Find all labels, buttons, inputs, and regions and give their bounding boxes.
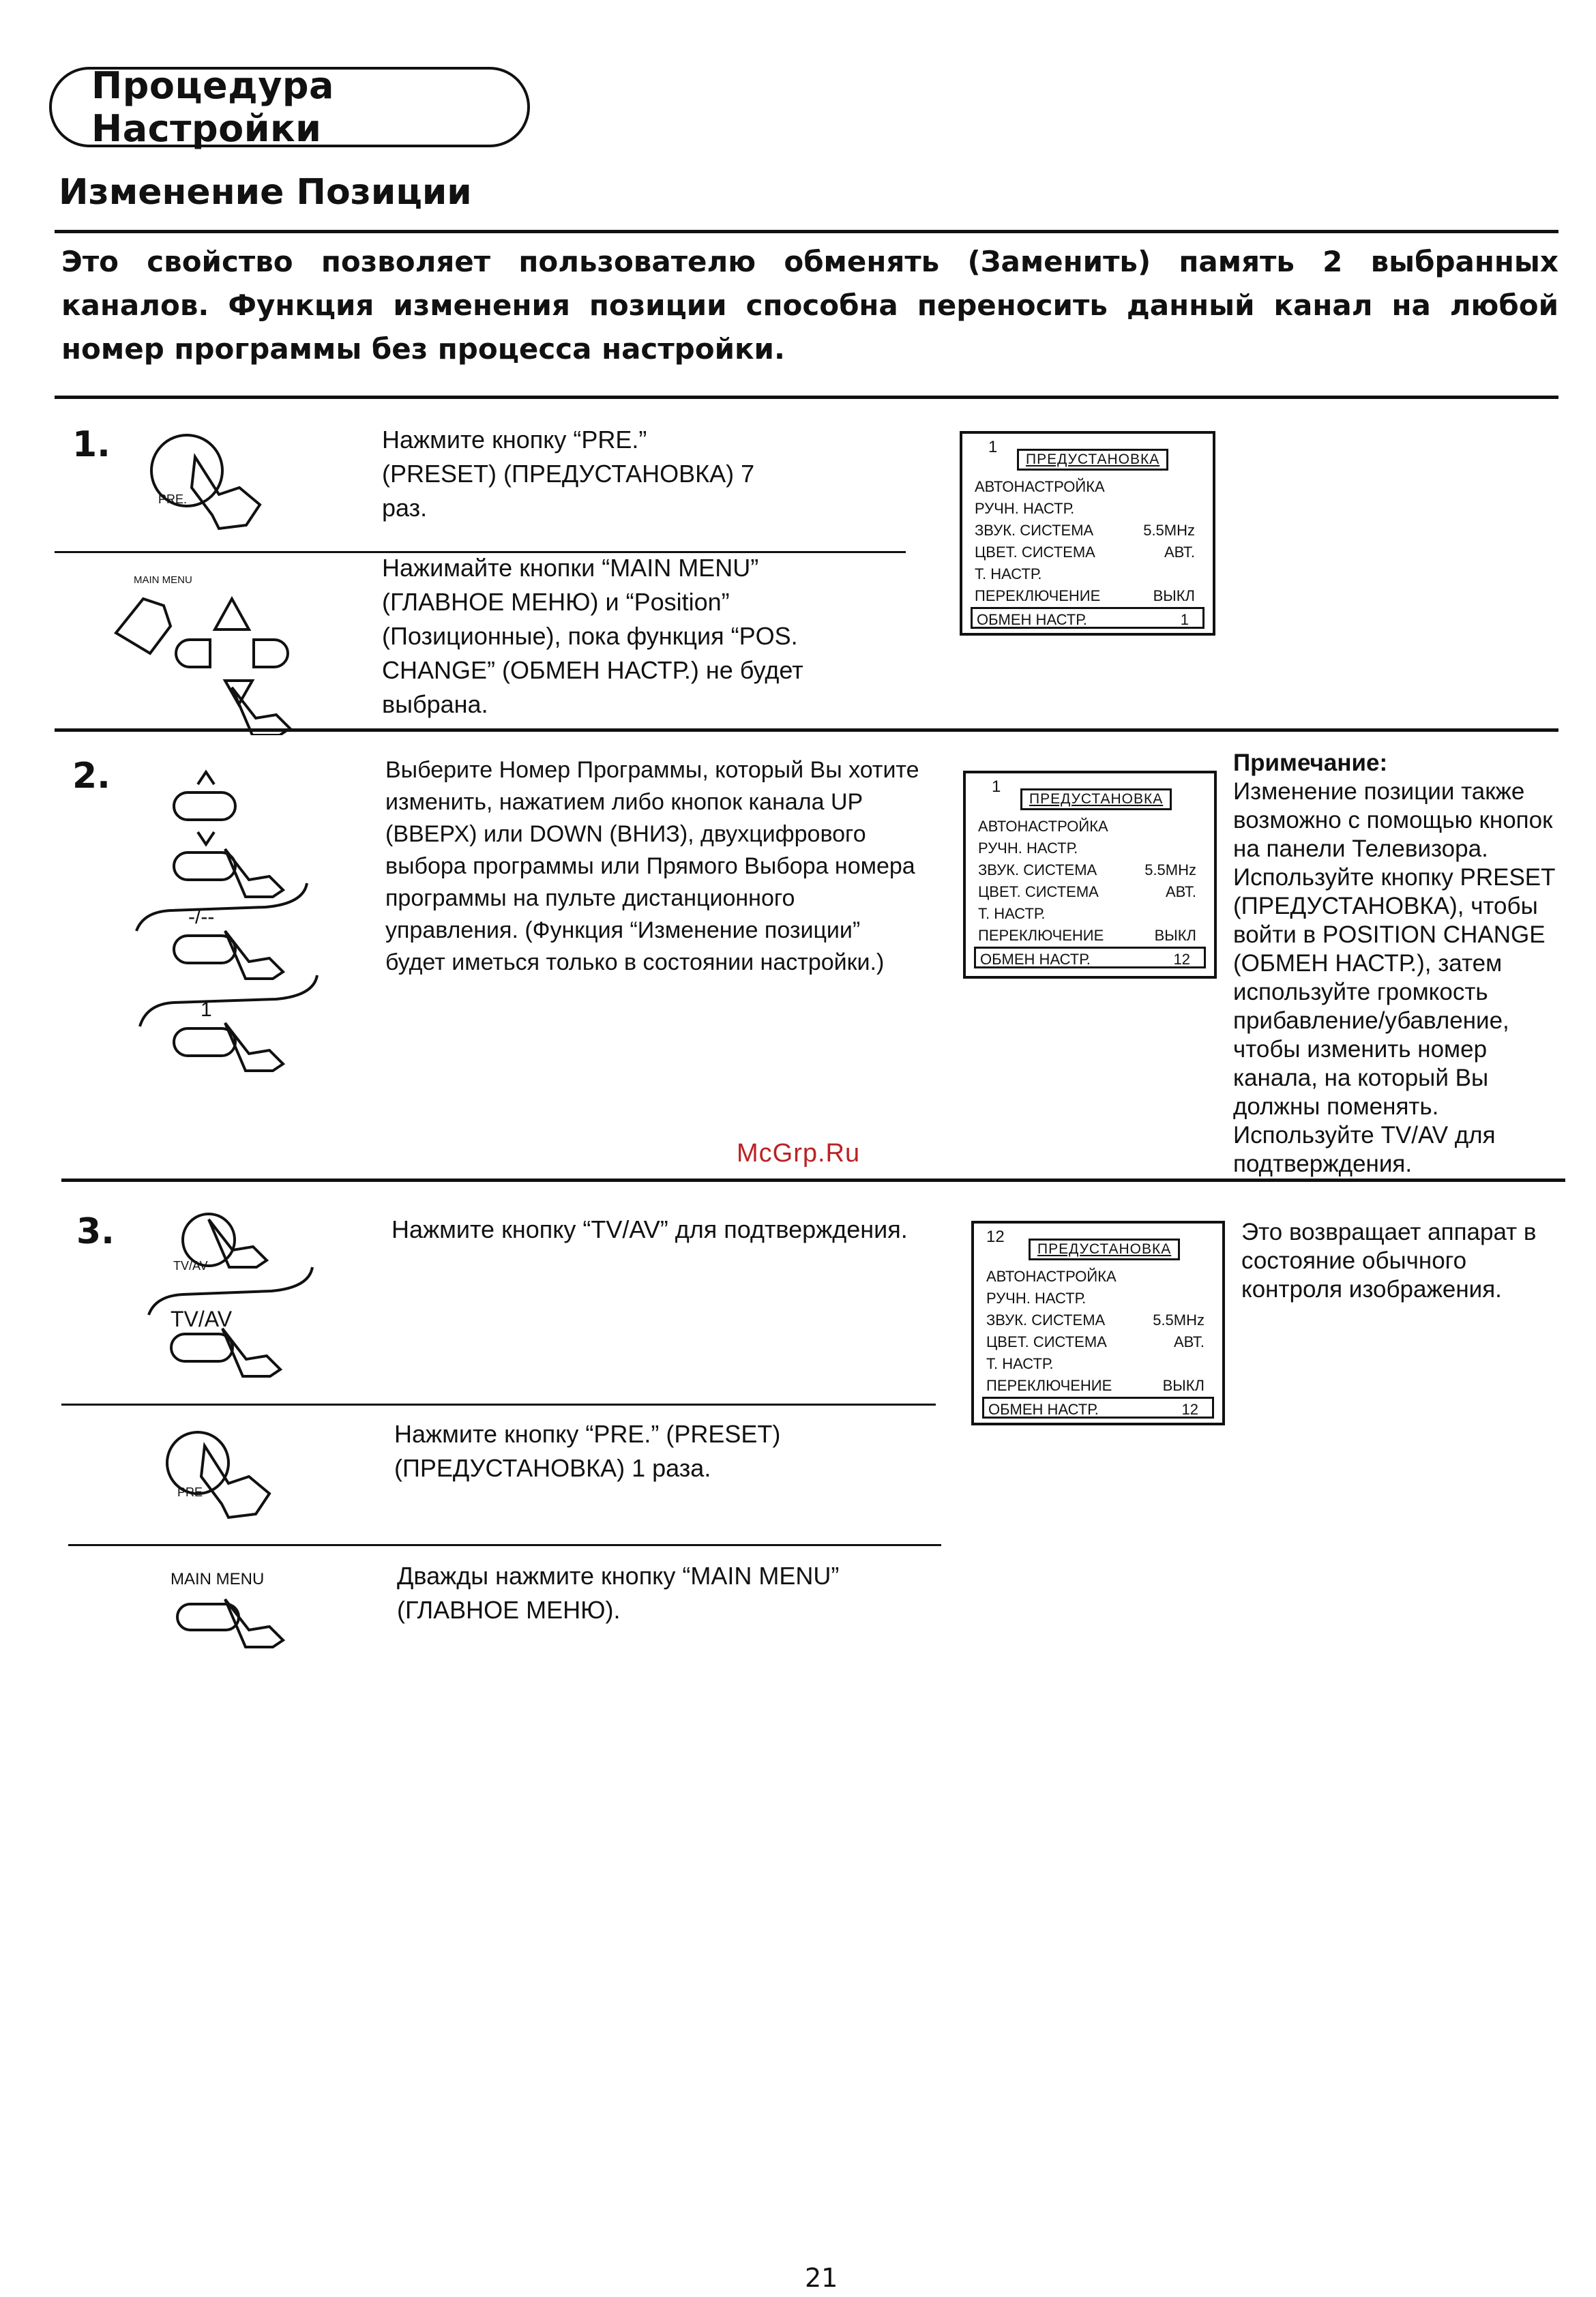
one-button-label: 1 (201, 998, 212, 1021)
osd-row: ПЕРЕКЛЮЧЕНИЕ ВЫКЛ (986, 1377, 1205, 1394)
step-3-inner-divider-2 (68, 1544, 941, 1546)
osd-row: Т. НАСТР. (978, 905, 1046, 922)
osd-row: РУЧН. НАСТР. (978, 840, 1078, 857)
step-2-text: Выберите Номер Программы, который Вы хотите изменить, нажатием либо кнопок канала UP (ВВЕРХ) или DOWN (ВНИЗ), двухцифрового выбора программы или Прямого Выбора номера программы на пульте дистанционного управления. (Функция “Изменение позиции” будет иметься только в состоянии настройки.) (385, 757, 919, 975)
step-3-number: 3. (76, 1211, 115, 1252)
watermark: McGrp.Ru (737, 1139, 861, 1168)
osd-header: ПРЕДУСТАНОВКА (1020, 788, 1172, 810)
osd-row: ЗВУК. СИСТЕМА 5.5MHz (978, 861, 1196, 878)
page-title: Процедура Настройки (49, 67, 530, 147)
step-1-number: 1. (72, 424, 110, 465)
main-menu-button-icon (164, 1562, 286, 1674)
intro-divider (55, 396, 1558, 399)
osd-row: АВТОНАСТРОЙКА (986, 1268, 1117, 1285)
intro-paragraph: Это свойство позволяет пользователю обменять (Заменить) память 2 выбранных каналов. Функция изменения позиции способна переносить данный канал на любой номер программы без процесса настройки. (61, 245, 1558, 366)
page-number: 21 (805, 2263, 838, 2293)
osd-row: ЦВЕТ. СИСТЕМА АВТ. (986, 1333, 1205, 1350)
note-text: Изменение позиции также возможно с помощью кнопок на панели Телевизора. Используйте кнопку PRESET (ПРЕДУСТАНОВКА), чтобы войти в POSITION CHANGE (ОБМЕН НАСТР.), затем используйте громкость прибавление/убавление, чтобы изменить номер канала, на который Вы должны поменять. Используйте TV/AV для подтверждения. (1233, 778, 1555, 1177)
osd-selected-row: ОБМЕН НАСТР. 12 (974, 947, 1206, 968)
dash-button-label: -/-- (188, 906, 215, 928)
osd-row: Т. НАСТР. (986, 1355, 1054, 1372)
osd-header: ПРЕДУСТАНОВКА (1029, 1239, 1180, 1260)
osd-row: РУЧН. НАСТР. (975, 500, 1075, 517)
pre-button-label-2: PRE (177, 1485, 203, 1499)
step-3-side-text: Это возвращает аппарат в состояние обычного контроля изображения. (1241, 1219, 1537, 1303)
step-1b-text: Нажимайте кнопки “MAIN MENU” (ГЛАВНОЕ МЕНЮ) и “Position” (Позиционные), пока функция “POS. CHANGE” (ОБМЕН НАСТР.) не будет выбрана. (382, 554, 803, 718)
osd-row: Т. НАСТР. (975, 565, 1042, 582)
osd-row: ПЕРЕКЛЮЧЕНИЕ ВЫКЛ (975, 587, 1195, 604)
osd-row: ПЕРЕКЛЮЧЕНИЕ ВЫКЛ (978, 927, 1196, 944)
pre-button-icon-2 (164, 1425, 286, 1530)
osd-screen-step2 (963, 771, 1217, 979)
step-1-divider (55, 728, 1558, 732)
step-3-inner-divider-1 (61, 1404, 936, 1406)
main-menu-label: MAIN MENU (134, 574, 192, 586)
osd-channel-number: 1 (988, 438, 998, 456)
osd-row: ЦВЕТ. СИСТЕМА АВТ. (975, 544, 1195, 561)
section-divider (55, 230, 1558, 233)
step-2-divider (61, 1179, 1565, 1182)
main-menu-label-2: MAIN MENU (171, 1570, 265, 1588)
step-3a-text: Нажмите кнопку “TV/AV” для подтверждения. (391, 1215, 908, 1243)
pre-button-icon (147, 430, 270, 535)
osd-screen-step1 (960, 431, 1215, 636)
osd-row: РУЧН. НАСТР. (986, 1290, 1087, 1307)
osd-header: ПРЕДУСТАНОВКА (1017, 449, 1168, 471)
osd-channel-number: 12 (986, 1228, 1005, 1246)
osd-row: АВТОНАСТРОЙКА (975, 478, 1105, 495)
section-title: Изменение Позиции (59, 172, 472, 213)
main-menu-arrows-icon (102, 572, 327, 738)
osd-selected-row: ОБМЕН НАСТР. 12 (982, 1397, 1214, 1419)
osd-screen-step3 (971, 1221, 1225, 1425)
step-1a-text: Нажмите кнопку “PRE.” (PRESET) (ПРЕДУСТАНОВКА) 7 раз. (382, 426, 755, 522)
osd-row: ЦВЕТ. СИСТЕМА АВТ. (978, 883, 1196, 900)
osd-row: ЗВУК. СИСТЕМА 5.5MHz (975, 522, 1195, 539)
tvav-buttons-icon (134, 1206, 331, 1399)
osd-row: АВТОНАСТРОЙКА (978, 818, 1108, 835)
tvav-button-label: TV/AV (173, 1259, 208, 1273)
note-title: Примечание: (1233, 750, 1388, 776)
step-3c-text: Дважды нажмите кнопку “MAIN MENU” (ГЛАВНОЕ МЕНЮ). (397, 1562, 840, 1624)
osd-channel-number: 1 (992, 777, 1001, 796)
channel-buttons-icon (123, 764, 327, 1094)
step-2-number: 2. (72, 756, 110, 797)
pre-button-label: PRE. (158, 492, 188, 506)
tvav-button-label-2: TV/AV (171, 1307, 233, 1331)
osd-selected-row: ОБМЕН НАСТР. 1 (971, 607, 1205, 629)
osd-row: ЗВУК. СИСТЕМА 5.5MHz (986, 1311, 1205, 1329)
step-3b-text: Нажмите кнопку “PRE.” (PRESET) (ПРЕДУСТАНОВКА) 1 раза. (394, 1420, 781, 1482)
